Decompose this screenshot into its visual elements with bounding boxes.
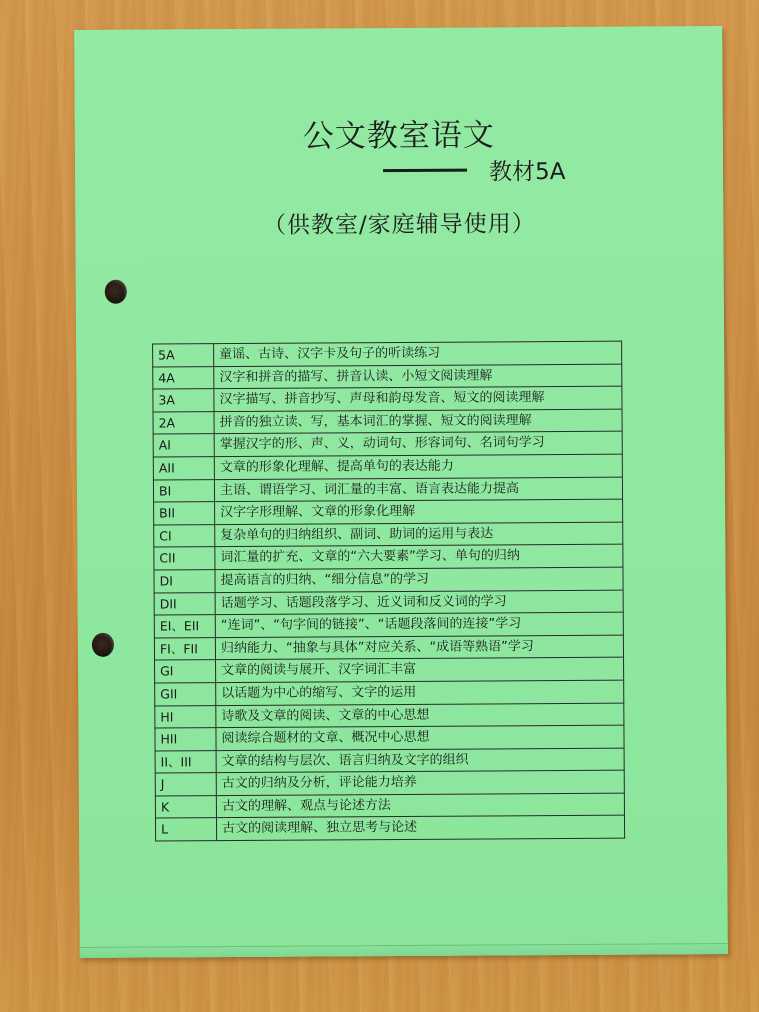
level-content: 文章的阅读与展开、汉字词汇丰富 — [216, 657, 624, 682]
level-content: 童谣、古诗、汉字卡及句子的听读练习 — [214, 341, 622, 366]
level-content: 主语、谓语学习、词汇量的丰富、语言表达能力提高 — [214, 477, 622, 502]
table-row — [155, 770, 624, 795]
level-code: FI、FII — [154, 637, 215, 660]
level-code: J — [155, 773, 216, 796]
level-code: L — [155, 818, 216, 841]
level-code: BI — [153, 479, 214, 502]
level-code: HI — [155, 705, 216, 728]
table-row — [154, 499, 623, 524]
table-row — [154, 567, 623, 592]
level-content: 提高语言的归纳、“细分信息”的学习 — [215, 567, 623, 592]
document-subtitle: 教材5A — [488, 158, 566, 186]
level-code: HII — [155, 728, 216, 751]
table-row — [153, 364, 622, 389]
level-code: 3A — [153, 389, 214, 412]
table-row — [155, 793, 624, 818]
punch-hole — [105, 280, 127, 304]
table-row — [155, 816, 624, 841]
level-content: 复杂单句的归纳组织、副词、助词的运用与表达 — [215, 522, 623, 547]
level-code: AII — [153, 457, 214, 480]
level-code: K — [155, 796, 216, 819]
level-content: 话题学习、话题段落学习、近义词和反义词的学习 — [215, 590, 623, 615]
level-code: 4A — [153, 366, 214, 389]
level-content: 掌握汉字的形、声、义，动词句、形容词句、名词句学习 — [214, 432, 622, 457]
level-content: 古文的理解、观点与论述方法 — [216, 793, 624, 818]
level-content: 诗歌及文章的阅读、文章的中心思想 — [216, 703, 624, 728]
level-code: CII — [154, 547, 215, 570]
table-row — [153, 454, 622, 479]
level-content: 词汇量的扩充、文章的“六大要素”学习、单句的归纳 — [215, 544, 623, 569]
table-row — [153, 386, 622, 411]
level-code: GI — [155, 660, 216, 683]
level-content: 文章的结构与层次、语言归纳及文字的组织 — [216, 748, 624, 773]
level-code: II、III — [155, 750, 216, 773]
level-content: “连词”、“句字间的链接”、“话题段落间的连接”学习 — [215, 612, 623, 637]
table-row — [155, 748, 624, 773]
level-content: 汉字和拼音的描写、拼音认读、小短文阅读理解 — [214, 364, 622, 389]
level-code: 2A — [153, 411, 214, 434]
table-row — [153, 432, 622, 457]
level-code: BII — [154, 502, 215, 525]
level-content: 古文的归纳及分析，评论能力培养 — [216, 770, 624, 795]
table-row — [155, 703, 624, 728]
table-row — [154, 635, 623, 660]
level-content: 汉字描写、拼音抄写、声母和韵母发音、短文的阅读理解 — [214, 386, 622, 411]
table-row — [154, 590, 623, 615]
table-row — [155, 725, 624, 750]
table-row — [154, 522, 623, 547]
table-row — [153, 341, 622, 366]
level-code: GII — [155, 683, 216, 706]
punch-hole — [92, 633, 114, 657]
level-code: DI — [154, 570, 215, 593]
level-content: 阅读综合题材的文章、概况中心思想 — [216, 725, 624, 750]
level-code: 5A — [153, 344, 214, 367]
document-title: 公文教室语文 — [302, 117, 495, 155]
level-content: 文章的形象化理解、提高单句的表达能力 — [214, 454, 622, 479]
table-row — [154, 544, 623, 569]
level-content: 以话题为中心的缩写、文字的运用 — [216, 680, 624, 705]
level-code: EI、EII — [154, 615, 215, 638]
table-row — [155, 680, 624, 705]
level-code: AI — [153, 434, 214, 457]
level-code: CI — [154, 524, 215, 547]
curriculum-table-body — [153, 341, 625, 841]
table-row — [153, 409, 622, 434]
table-row — [154, 612, 623, 637]
level-content: 古文的阅读理解、独立思考与论述 — [216, 816, 624, 841]
level-code: DII — [154, 592, 215, 615]
document-page — [74, 26, 728, 958]
level-content: 拼音的独立读、写，基本词汇的掌握、短文的阅读理解 — [214, 409, 622, 434]
table-row — [155, 657, 624, 682]
table-row — [153, 477, 622, 502]
decorative-dash — [383, 169, 467, 173]
level-content: 归纳能力、“抽象与具体”对应关系、“成语等熟语”学习 — [215, 635, 623, 660]
level-content: 汉字字形理解、文章的形象化理解 — [215, 499, 623, 524]
curriculum-table — [152, 341, 625, 842]
usage-note: （供教室/家庭辅导使用） — [262, 211, 536, 239]
subtitle-row — [383, 153, 566, 187]
